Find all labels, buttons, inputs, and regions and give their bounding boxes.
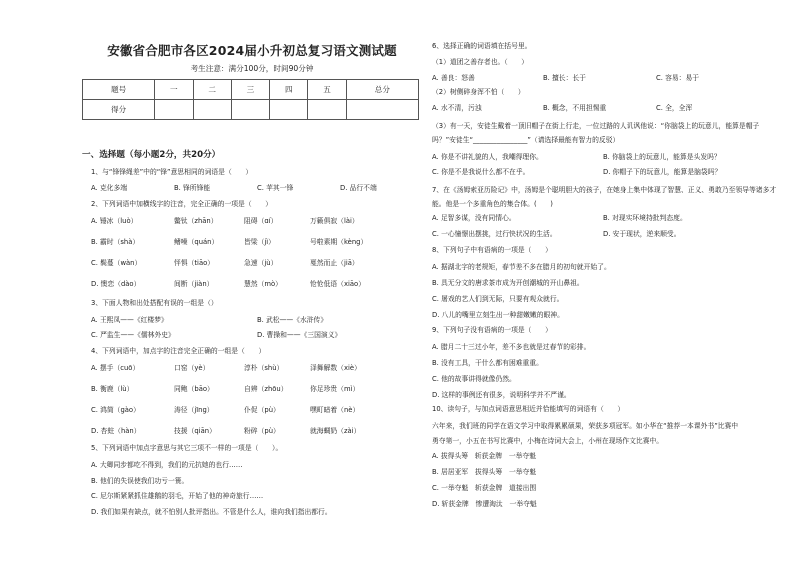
q10-option-b: B. 居居亚军 拔得头筹 一举夺魁 bbox=[432, 468, 537, 476]
q9-option-a: A. 腊月二十三过小年，差不多也就是过春节的彩排。 bbox=[432, 343, 591, 351]
q10-option-a: A. 拔得头筹 斩获金牌 一举夺魁 bbox=[432, 452, 537, 460]
q4-option-c-3: 仆促（pù） bbox=[244, 406, 280, 414]
q2-option-d-2: 间断（jiàn） bbox=[174, 280, 214, 288]
q1-option-a: A. 克化多端 bbox=[91, 184, 128, 192]
score-cell: 五 bbox=[308, 80, 346, 100]
score-cell: 总分 bbox=[346, 80, 418, 100]
q2-option-b-2: 鳍噪（quán） bbox=[174, 238, 219, 246]
question-7: 7、在《汤姆索亚历险记》中，汤姆是个聪明胆大的孩子，在她身上集中体现了智慧、正义、勇敢乃至领导等诸多才能。他是一个多重角色的集合体。( ) bbox=[432, 186, 777, 208]
q6-1-option-c: C. 容易：易于 bbox=[656, 74, 700, 82]
q6-2-option-a: A. 水不清，污浊 bbox=[432, 104, 482, 112]
q2-option-c-4: 戛然而止（jiā） bbox=[310, 259, 359, 267]
question-9: 9、下列句子没有语病的一项是（ ） bbox=[432, 326, 552, 334]
exam-notice: 考生注意：满分100分，时间90分钟 bbox=[190, 64, 314, 73]
q2-option-c-1: C. 鬓蔓（wàn） bbox=[91, 259, 142, 267]
question-4: 4、下列词语中，加点字的注音完全正确的一组是（ ） bbox=[91, 347, 266, 355]
q6-3-option-c: C. 你是不是我说什么都不在乎。 bbox=[432, 168, 530, 176]
score-table-header-row bbox=[83, 80, 419, 100]
q6-3-option-d: D. 你帽子下的玩意儿，能算是脑袋吗？ bbox=[603, 168, 722, 176]
q3-option-b: B. 武松——《水浒传》 bbox=[257, 316, 328, 324]
q2-option-a-3: 阻碍（ɑí） bbox=[244, 217, 278, 225]
score-cell: 得分 bbox=[83, 100, 155, 120]
score-cell: 题号 bbox=[83, 80, 155, 100]
q10-option-d: D. 斩获金牌 惨遭淘汰 一举夺魁 bbox=[432, 500, 537, 508]
q4-option-c-1: C. 鸿简（gào） bbox=[91, 406, 140, 414]
q4-option-d-3: 粉碎（pù） bbox=[244, 427, 280, 435]
q3-option-d: D. 曹操和——《三国演义》 bbox=[257, 331, 342, 339]
q4-option-c-2: 涛径（jīng） bbox=[174, 406, 214, 414]
q6-3-option-a: A. 你是不讲礼貌的人，我嘲得理你。 bbox=[432, 153, 543, 161]
score-input-cell[interactable] bbox=[346, 100, 418, 120]
q8-option-c: C. 屠戏的艺人们到无际，只要有观众就行。 bbox=[432, 295, 564, 303]
q5-option-a: A. 大卿同步都吃不得到，我们的元抗她的也行…… bbox=[91, 461, 243, 469]
q5-option-c: C. 尼尔斯紧紧抓住雄鹅的羽毛，开始了他的神奇旅行…… bbox=[91, 492, 264, 500]
q7-option-c: C. 一心憧憬出摆挑，过行快状况的生活。 bbox=[432, 230, 557, 238]
question-10: 10、读句子，与加点词语意思相近并恰能填写的词语有（ ） bbox=[432, 405, 625, 413]
q10-option-c: C. 一举夺魁 斩获金牌 道接出围 bbox=[432, 484, 537, 492]
q9-option-d: D. 这样的事例还有很多，说明科学并不严谨。 bbox=[432, 391, 571, 399]
q2-option-b-3: 皆梁（jì） bbox=[244, 238, 275, 246]
q4-option-a-1: A. 摆手（cuō） bbox=[91, 364, 140, 372]
q9-option-b: B. 没有工具，干什么都有困难重重。 bbox=[432, 359, 543, 367]
score-table-score-row bbox=[83, 100, 419, 120]
exam-title: 安徽省合肥市各区2024届小升初总复习语文测试题 bbox=[107, 43, 397, 58]
q4-option-c-4: 嘿町暗着（nè） bbox=[310, 406, 360, 414]
q6-2-option-b: B. 概念，不用担惕重 bbox=[543, 104, 607, 112]
q1-option-b: B. 锋所锋能 bbox=[174, 184, 211, 192]
q1-option-c: C. 苹其一锋 bbox=[257, 184, 294, 192]
q1-option-d: D. 品行不端 bbox=[340, 184, 377, 192]
score-cell: 四 bbox=[270, 80, 308, 100]
score-input-cell[interactable] bbox=[231, 100, 269, 120]
q3-option-c: C. 严监生——《儒林外史》 bbox=[91, 331, 175, 339]
score-cell: 一 bbox=[155, 80, 193, 100]
q2-option-c-3: 急速（jù） bbox=[244, 259, 278, 267]
q8-option-b: B. 具无分文的唐求茶市成为开创潮城的开山鼻祖。 bbox=[432, 279, 584, 287]
q7-option-b: B. 对现实环境持批判态度。 bbox=[603, 214, 687, 222]
q5-option-b: B. 他们的失误使我们功亏一篑。 bbox=[91, 477, 189, 485]
section-heading: 一、选择题（每小题2分，共20分） bbox=[82, 150, 221, 160]
q8-option-a: A. 据湖北字的老规矩，春节差不多在腊月的初旬就开始了。 bbox=[432, 263, 611, 271]
q6-part-2: （2）树侧碎身浑不怕（ ） bbox=[432, 88, 525, 96]
q2-option-a-4: 万籁俱寂（lài） bbox=[310, 217, 359, 225]
q5-option-d: D. 我们如果有缺点，就不怕别人批评指出。不管是什么人，谁向我们指出都行。 bbox=[91, 508, 332, 516]
q9-option-c: C. 他的故事讲得就像仍然。 bbox=[432, 375, 516, 383]
q8-option-d: D. 八儿的嘴里立刻生出一种甜嫩嫩的眼神。 bbox=[432, 311, 564, 319]
score-input-cell[interactable] bbox=[308, 100, 346, 120]
question-8: 8、下列句子中有语病的一项是（ ） bbox=[432, 246, 552, 254]
score-table bbox=[82, 79, 419, 120]
q4-option-d-2: 技援（qiān） bbox=[174, 427, 216, 435]
score-input-cell[interactable] bbox=[193, 100, 231, 120]
question-3: 3、下面人物和出处搭配有误的一组是（） bbox=[91, 299, 218, 307]
q6-1-option-a: A. 善良：怒善 bbox=[432, 74, 475, 82]
score-input-cell[interactable] bbox=[270, 100, 308, 120]
q4-option-b-3: 自辨（zhōu） bbox=[244, 385, 288, 393]
q6-part-1: （1）道团之善存者也。（ ） bbox=[432, 58, 529, 66]
question-5: 5、下列词语中加点字意思与其它三项不一样的一项是（ ）。 bbox=[91, 444, 283, 452]
q7-option-d: D. 安于现状，逆来顺受。 bbox=[603, 230, 681, 238]
question-2: 2、下列词语中加横线字的注音，完全正确的一项是（ ） bbox=[91, 200, 273, 208]
q6-1-option-b: B. 擅长：长于 bbox=[543, 74, 586, 82]
q10-passage-line-1: 六年来，我们班的同学在语文学习中取得累累硕果，荣获多项冠军。如小华在“推荐一本课外书”比赛中 bbox=[432, 422, 739, 430]
q10-passage-line-2: 勇夺第一，小五在书写比赛中，小梅在诗词大会上，小州在现场作文比赛中。 bbox=[432, 437, 664, 445]
q2-option-d-1: D. 懊恋（dào） bbox=[91, 280, 141, 288]
q2-option-d-3: 慧然（mò） bbox=[244, 280, 282, 288]
question-1: 1、与“锋锋绳差”中的“锋”意思相同的词语是（ ） bbox=[91, 168, 253, 176]
q2-option-b-4: 号啦素期（kèng） bbox=[310, 238, 368, 246]
score-input-cell[interactable] bbox=[155, 100, 193, 120]
q4-option-a-4: 泽舞解数（xiè） bbox=[310, 364, 361, 372]
q6-3-option-b: B. 你脑袋上的玩意儿，能算是头发吗？ bbox=[603, 153, 721, 161]
q4-option-d-1: D. 杏蛀（hàn） bbox=[91, 427, 141, 435]
q6-part-3: （3）有一天，安徒生戴着一顶旧帽子在街上行走，一位过路的人讥讽他说：“你脑袋上的玩意儿，能算是帽子吗？”安徒生“________________”（请选择最能有智力的反驳） bbox=[432, 122, 760, 144]
score-cell: 二 bbox=[193, 80, 231, 100]
q2-option-a-1: A. 锤冰（luò） bbox=[91, 217, 138, 225]
q7-option-a: A. 足智多谋，没有同情心。 bbox=[432, 214, 516, 222]
score-cell: 三 bbox=[231, 80, 269, 100]
question-6: 6、选择正确的词语填在括号里。 bbox=[432, 42, 532, 50]
q2-option-b-1: B. 霸时（shà） bbox=[91, 238, 140, 246]
q3-option-a: A. 王熙凤——《红楼梦》 bbox=[91, 316, 168, 324]
q4-option-b-4: 你足珍贵（mì） bbox=[310, 385, 360, 393]
q4-option-d-4: 就海蜩奶（zài） bbox=[310, 427, 361, 435]
q4-option-a-3: 淳朴（shù） bbox=[244, 364, 284, 372]
q4-option-b-2: 同鲍（bāo） bbox=[174, 385, 214, 393]
q4-option-a-2: 口窑（yè） bbox=[174, 364, 210, 372]
q6-2-option-c: C. 全，全浑 bbox=[656, 104, 693, 112]
q4-option-b-1: B. 衡鹿（lù） bbox=[91, 385, 134, 393]
q2-option-d-4: 怆怆低语（xiāo） bbox=[310, 280, 366, 288]
q2-option-a-2: 鳖钛（zhān） bbox=[174, 217, 218, 225]
q2-option-c-2: 怦惧（tiāo） bbox=[174, 259, 215, 267]
